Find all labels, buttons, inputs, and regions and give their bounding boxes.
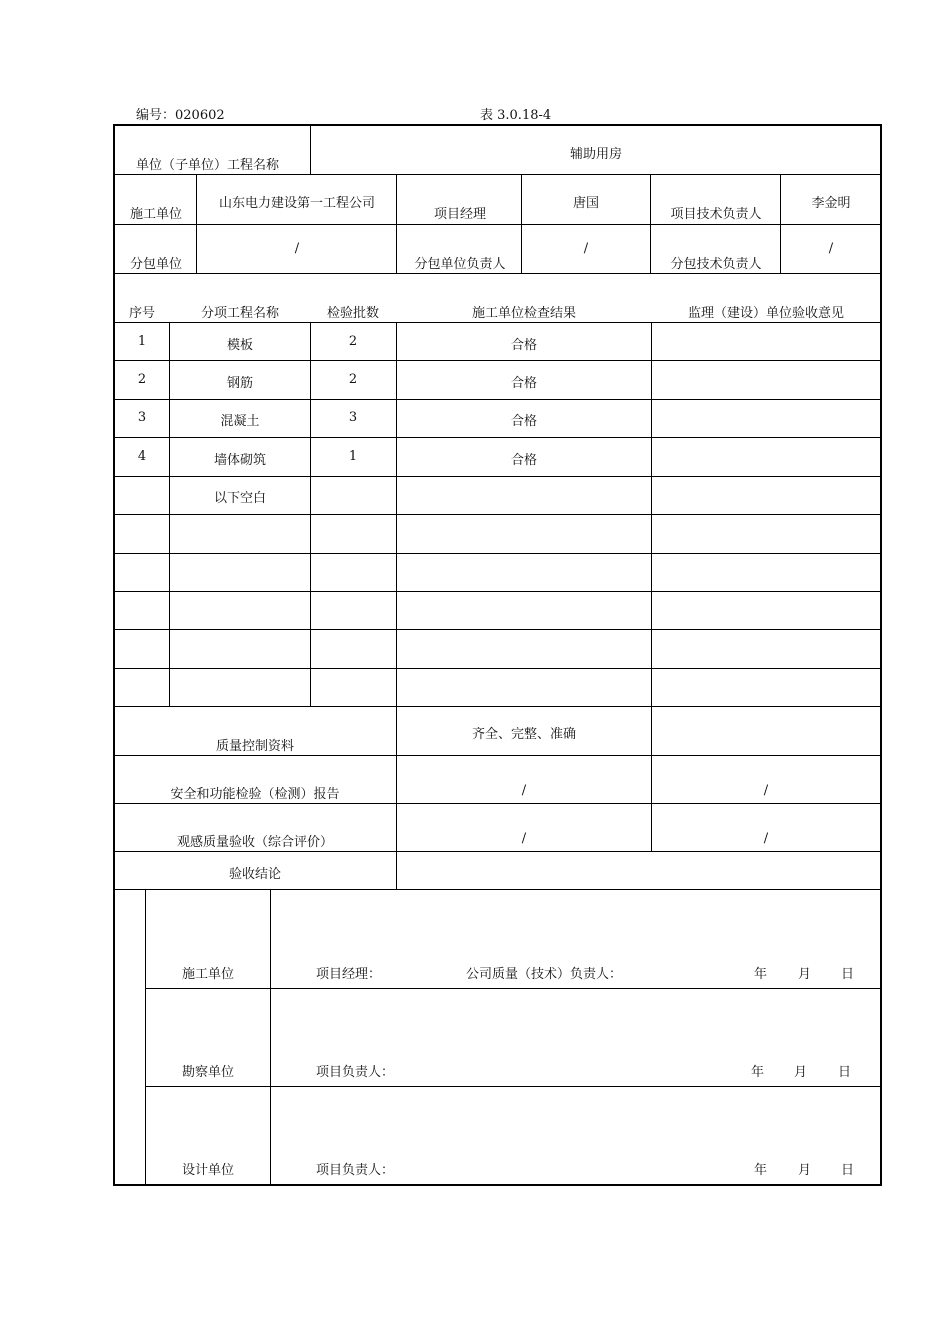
sub-lead-value: / bbox=[583, 241, 589, 256]
row-item-name: 模板 bbox=[226, 338, 254, 353]
signoff-year: 年 bbox=[754, 967, 768, 982]
signoff-person: 项目负责人： bbox=[316, 1065, 395, 1080]
column-header: 分项工程名称 bbox=[200, 306, 280, 321]
signoff-person: 项目经理： bbox=[316, 967, 382, 982]
project-name-label: 单位（子单位）工程名称 bbox=[136, 158, 280, 173]
table-top-border bbox=[113, 124, 882, 126]
pm-value: 唐国 bbox=[572, 196, 600, 211]
table-left-border bbox=[113, 124, 115, 1186]
form-number: 编号：020602 bbox=[136, 108, 225, 123]
summary-result: / bbox=[521, 783, 527, 798]
row-check-result: 合格 bbox=[510, 414, 538, 429]
signoff-unit: 勘察单位 bbox=[181, 1065, 235, 1080]
table-right-border bbox=[880, 124, 882, 1186]
signoff-month: 月 bbox=[798, 967, 812, 982]
subcontractor-value: / bbox=[294, 241, 300, 256]
column-header: 检验批数 bbox=[326, 306, 380, 321]
signoff-month: 月 bbox=[798, 1163, 812, 1178]
tech-lead-value: 李金明 bbox=[811, 196, 851, 211]
row-check-result: 合格 bbox=[510, 376, 538, 391]
sub-tech-label: 分包技术负责人 bbox=[670, 257, 762, 272]
contractor-value: 山东电力建设第一工程公司 bbox=[218, 196, 376, 211]
row-batch-count: 3 bbox=[348, 410, 358, 425]
summary-opinion: / bbox=[763, 831, 769, 846]
signoff-day: 日 bbox=[841, 1163, 855, 1178]
summary-label: 观感质量验收（综合评价） bbox=[176, 835, 334, 850]
signoff-extra: 公司质量（技术）负责人： bbox=[466, 967, 623, 982]
signoff-year: 年 bbox=[754, 1163, 768, 1178]
row-item-name: 混凝土 bbox=[220, 414, 260, 429]
summary-label: 质量控制资料 bbox=[215, 739, 295, 754]
row-number: 3 bbox=[137, 410, 147, 425]
signoff-person: 项目负责人： bbox=[316, 1163, 395, 1178]
column-header: 序号 bbox=[128, 306, 156, 321]
summary-label: 安全和功能检验（检测）报告 bbox=[170, 787, 340, 802]
pm-label: 项目经理 bbox=[433, 207, 487, 222]
signoff-month: 月 bbox=[794, 1065, 808, 1080]
summary-result: / bbox=[521, 831, 527, 846]
column-header: 监理（建设）单位验收意见 bbox=[687, 306, 845, 321]
conclusion-label: 验收结论 bbox=[228, 867, 282, 882]
signoff-day: 日 bbox=[841, 967, 855, 982]
summary-result: 齐全、完整、准确 bbox=[471, 727, 577, 742]
tech-lead-label: 项目技术负责人 bbox=[670, 207, 762, 222]
row-number: 4 bbox=[137, 449, 147, 464]
sub-lead-label: 分包单位负责人 bbox=[414, 257, 506, 272]
row-item-name: 墙体砌筑 bbox=[213, 453, 267, 468]
signoff-unit: 设计单位 bbox=[181, 1163, 235, 1178]
row-batch-count: 2 bbox=[348, 372, 358, 387]
table-number: 表 3.0.18-4 bbox=[480, 108, 552, 123]
row-number: 1 bbox=[137, 334, 147, 349]
summary-opinion: / bbox=[763, 783, 769, 798]
subcontractor-label: 分包单位 bbox=[129, 257, 183, 272]
project-name-value: 辅助用房 bbox=[569, 147, 623, 162]
signoff-day: 日 bbox=[838, 1065, 852, 1080]
row-number: 2 bbox=[137, 372, 147, 387]
row-batch-count: 1 bbox=[348, 449, 358, 464]
contractor-label: 施工单位 bbox=[129, 207, 183, 222]
row-item-name: 以下空白 bbox=[213, 491, 267, 506]
table-bottom-border bbox=[113, 1184, 882, 1186]
signoff-year: 年 bbox=[751, 1065, 765, 1080]
signoff-unit: 施工单位 bbox=[181, 967, 235, 982]
row-check-result: 合格 bbox=[510, 338, 538, 353]
row-check-result: 合格 bbox=[510, 453, 538, 468]
row-item-name: 钢筋 bbox=[226, 376, 254, 391]
row-batch-count: 2 bbox=[348, 334, 358, 349]
column-header: 施工单位检查结果 bbox=[471, 306, 577, 321]
sub-tech-value: / bbox=[828, 241, 834, 256]
